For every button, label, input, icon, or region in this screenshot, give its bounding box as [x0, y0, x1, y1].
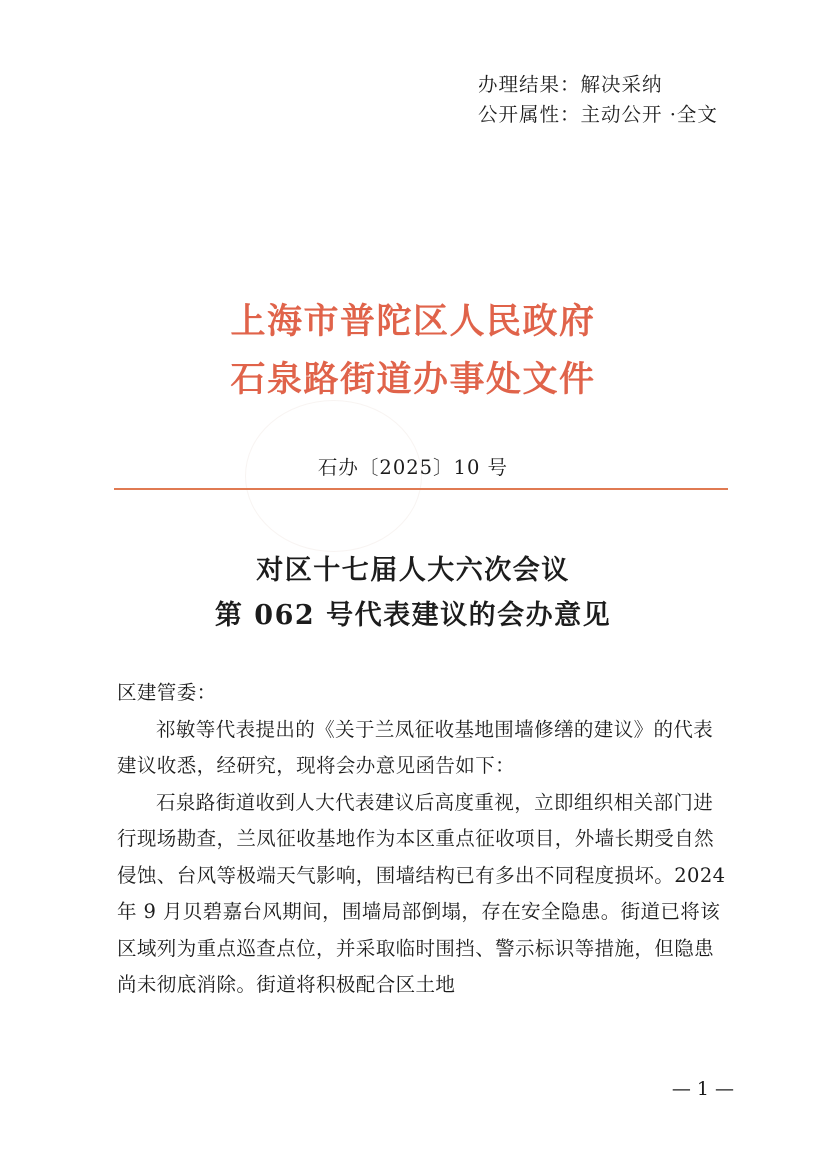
handling-result-label: 办理结果： — [478, 73, 581, 96]
disclosure-label: 公开属性： — [478, 103, 581, 126]
title-line-2: 第 062 号代表建议的会办意见 — [214, 600, 612, 631]
red-rule-divider — [114, 488, 728, 490]
issuing-authority-header — [0, 293, 826, 409]
disclosure-value: 主动公开 ·全文 — [580, 103, 718, 126]
document-number: 石办〔2025〕10 号 — [317, 456, 509, 479]
body-paragraph: 祁敏等代表提出的《关于兰凤征收基地围墙修缮的建议》的代表建议收悉，经研究，现将会办意见函告如下： — [117, 717, 714, 777]
handling-result — [478, 70, 718, 100]
disclosure-attribute — [478, 100, 718, 130]
header-line-2: 石泉路街道办事处文件 — [230, 359, 596, 400]
document-title — [0, 548, 826, 638]
document-meta — [478, 70, 718, 130]
page-number: — 1 — — [671, 1078, 734, 1100]
document-body — [117, 675, 733, 1004]
header-line-1: 上海市普陀区人民政府 — [230, 301, 596, 342]
addressee: 区建管委： — [117, 681, 217, 704]
title-line-1: 对区十七届人大六次会议 — [256, 555, 570, 586]
body-paragraph: 石泉路街道收到人大代表建议后高度重视，立即组织相关部门进行现场勘查，兰凤征收基地作为本区重点征收项目，外墙长期受自然侵蚀、台风等极端天气影响，围墙结构已有多出不同程度损坏。2024 年 9 月贝碧嘉台风期间，围墙局部倒塌，存在安全隐患。街道已将该区域列为重点巡查点位，并采取临时围挡、警示标识等措施，但隐患尚未彻底消除。街道将积极配合区土地 — [117, 790, 726, 996]
handling-result-value: 解决采纳 — [580, 73, 663, 96]
